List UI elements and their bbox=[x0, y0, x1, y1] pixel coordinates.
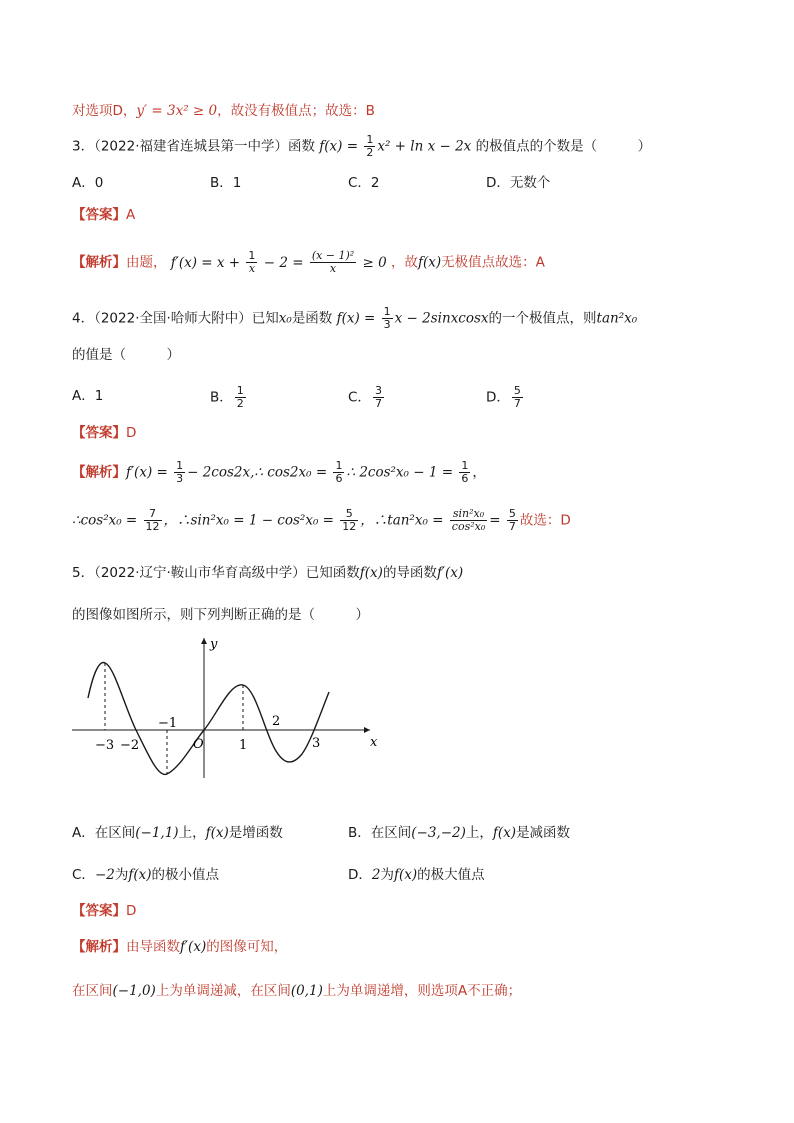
question-5-stem: 5．（2022·辽宁·鞍山市华育高级中学）已知函数f(x)的导函数f′(x) bbox=[72, 565, 464, 581]
question-5-stem-line2: 的图像如图所示，则下列判断正确的是（ ） bbox=[72, 607, 369, 623]
q4-analysis-line1: 【解析】f′(x) = $\frac{1}{3}$ − 2cos2x,∴ cos2x₀ = $\frac{1}{6}$ ∴ 2cos²x₀ − 1 = $\frac{1}{6}$ ， bbox=[72, 459, 486, 485]
q5-answer: 【答案】D bbox=[72, 903, 137, 919]
derivative-graph bbox=[70, 630, 390, 790]
tick-minus-1: −1 bbox=[158, 716, 178, 731]
q3-analysis: 【解析】由题， f′(x) = x + $\frac{1}{x}$ − 2 = $\frac{\text{(x − 1)²}}{x}$ ≥ 0 ，故f(x)无极值点故选：A bbox=[72, 249, 545, 275]
fraction: $\frac{1}{2}$ bbox=[366, 133, 374, 159]
q5-option-b: B．在区间(−3,−2)上，f(x)是减函数 bbox=[348, 825, 571, 841]
y-axis-label: y bbox=[210, 637, 218, 652]
tick-1: 1 bbox=[239, 738, 248, 753]
q4-analysis-line2: ∴cos²x₀ = $\frac{7}{12}$ ，∴sin²x₀ = 1 − cos²x₀ = $\frac{5}{12}$ ，∴tan²x₀ = $\frac{\text{sin²x₀}}{\text{cos²x₀}}$ = $\frac{5}{7}$ 故选：D bbox=[72, 507, 571, 533]
q4-option-a: A．1 bbox=[72, 388, 104, 404]
q3-option-c: C．2 bbox=[348, 175, 380, 191]
q3-option-a: A．0 bbox=[72, 175, 104, 191]
q5-analysis-line2: 在区间(−1,0)上为单调递减，在区间(0,1)上为单调递增，则选项A不正确； bbox=[72, 983, 522, 999]
tick-2: 2 bbox=[272, 714, 281, 729]
q5-option-d: D．2为f(x)的极大值点 bbox=[348, 867, 485, 883]
tick-3: 3 bbox=[312, 736, 321, 751]
q4-option-d: D． $\frac{5}{7}$ bbox=[486, 384, 521, 410]
question-4-stem: 4．（2022·全国·哈师大附中）已知x₀是函数 f(x) = $\frac{1}{3}$ x − 2sinxcosx的一个极值点，则tan²x₀ bbox=[72, 305, 638, 331]
derivative-curve bbox=[88, 662, 329, 774]
tick-minus-2: −2 bbox=[120, 738, 140, 753]
q5-option-a: A．在区间(−1,1)上，f(x)是增函数 bbox=[72, 825, 283, 841]
origin-label: O bbox=[193, 737, 204, 752]
q5-option-c: C．−2为f(x)的极小值点 bbox=[72, 867, 219, 883]
q5-analysis: 【解析】由导函数f′(x)的图像可知， bbox=[72, 939, 288, 955]
q4-answer: 【答案】D bbox=[72, 425, 137, 441]
x-axis-label: x bbox=[370, 735, 378, 750]
tick-minus-3: −3 bbox=[95, 738, 115, 753]
q3-answer: 【答案】A bbox=[72, 207, 136, 223]
q4-option-c: C． $\frac{3}{7}$ bbox=[348, 384, 382, 410]
q4-option-b: B． $\frac{1}{2}$ bbox=[210, 384, 244, 410]
option-d-conclusion: 对选项D，y′ = 3x² ≥ 0，故没有极值点；故选：B bbox=[72, 103, 375, 119]
q3-option-b: B．1 bbox=[210, 175, 242, 191]
q3-option-d: D．无数个 bbox=[486, 175, 551, 191]
question-4-stem-line2: 的值是（ ） bbox=[72, 347, 180, 363]
question-3-stem: 3．（2022·福建省连城县第一中学）函数 f(x) = $\frac{1}{2}$ x² + ln x − 2x 的极值点的个数是（ ） bbox=[72, 133, 652, 159]
